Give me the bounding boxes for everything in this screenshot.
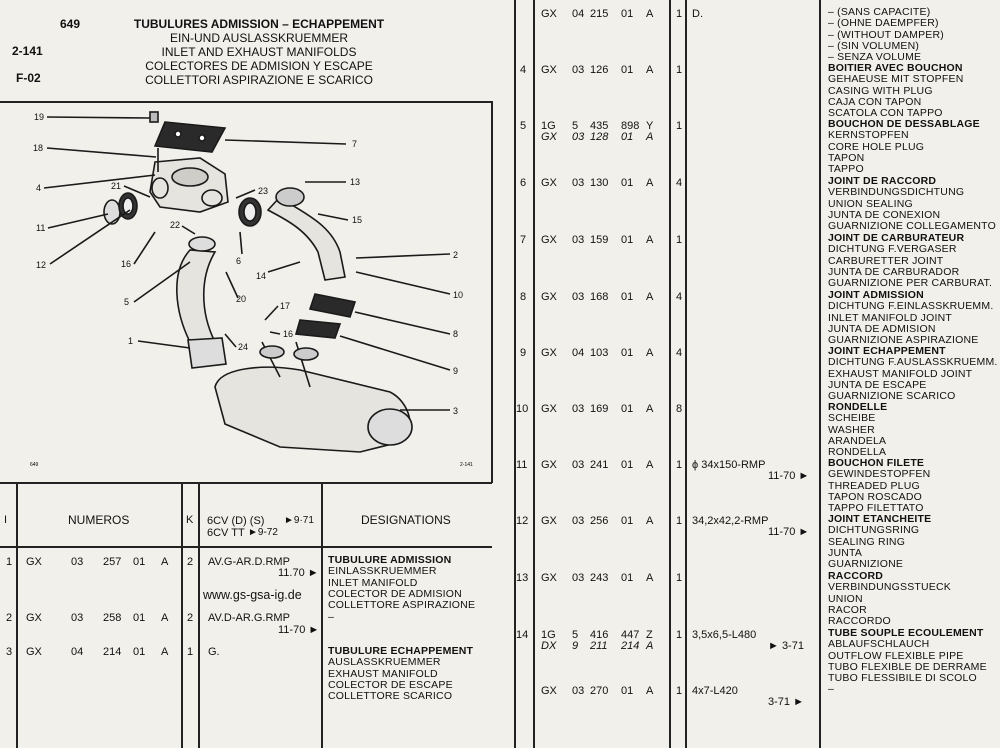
date-note: 11-70 ► bbox=[768, 470, 810, 482]
designation-en: CORE HOLE PLUG bbox=[828, 140, 925, 153]
designation-it: GUARNIZIONE bbox=[828, 558, 904, 571]
designation-it: COLLETTORE SCARICO bbox=[328, 690, 453, 703]
right-col-divider-2 bbox=[669, 0, 671, 748]
designation-en: INLET MANIFOLD JOINT bbox=[828, 311, 952, 324]
part-number: 159 bbox=[590, 234, 609, 246]
designation-de: EINLASSKRUEMMER bbox=[328, 565, 437, 578]
row-index: 9 bbox=[520, 347, 527, 359]
left-table-top-border bbox=[0, 482, 492, 484]
part-variant: 01 bbox=[621, 291, 634, 303]
diagram-small-ref-right: 2-141 bbox=[460, 462, 473, 468]
quantity: 8 bbox=[676, 403, 683, 415]
date-note: 11.70 ► bbox=[278, 567, 319, 579]
quantity: 4 bbox=[676, 347, 683, 359]
designation-es: TUBO FLEXIBLE DE DERRAME bbox=[828, 660, 987, 673]
title-it: COLLETTORI ASPIRAZIONE E SCARICO bbox=[145, 73, 373, 87]
designation bbox=[828, 290, 993, 346]
title-es: COLECTORES DE ADMISION Y ESCAPE bbox=[145, 59, 373, 73]
designation-en: THREADED PLUG bbox=[828, 479, 920, 492]
designation-en: WASHER bbox=[828, 423, 875, 436]
designation-fr: JOINT ADMISSION bbox=[828, 289, 924, 301]
header-col-i: I bbox=[4, 514, 8, 526]
designation-it: RACCORDO bbox=[828, 615, 891, 628]
designation-it: GUARNIZIONE PER CARBURAT. bbox=[828, 277, 993, 290]
designation-fr: – bbox=[328, 611, 335, 623]
part-group-alt: 9 bbox=[572, 640, 579, 652]
diagram-label-22: 22 bbox=[170, 220, 181, 230]
diagram-label-24: 24 bbox=[238, 342, 249, 352]
part-number: 168 bbox=[590, 291, 609, 303]
part-number: 257 bbox=[103, 556, 122, 568]
designation-de: SCHEIBE bbox=[828, 412, 876, 425]
designation-de: KERNSTOPFEN bbox=[828, 129, 909, 142]
designation-de: DICHTUNG F.VERGASER bbox=[828, 243, 957, 256]
part-letter: A bbox=[646, 177, 654, 189]
part-variant: 01 bbox=[621, 515, 634, 527]
row-index: 10 bbox=[516, 403, 529, 415]
designation-es: COLECTOR DE ESCAPE bbox=[328, 678, 453, 691]
designation-de: DICHTUNGSRING bbox=[828, 524, 920, 537]
diagram-label-20: 20 bbox=[236, 294, 247, 304]
row-index: 1 bbox=[6, 556, 13, 568]
row-index: 3 bbox=[6, 646, 13, 658]
header-model-1-note: ►9·71 bbox=[284, 515, 314, 526]
part-letter: A bbox=[646, 685, 654, 697]
designation-it: TUBO FLESSIBILE DI SCOLO bbox=[828, 672, 977, 685]
designation bbox=[828, 628, 987, 684]
part-variant-alt: 01 bbox=[621, 131, 634, 143]
part-prefix-alt: DX bbox=[541, 640, 557, 652]
row-index: 11 bbox=[516, 459, 528, 471]
designation bbox=[828, 346, 998, 402]
designation-en: UNION bbox=[828, 592, 863, 605]
part-number: 270 bbox=[590, 685, 609, 697]
designation-it: GUARNIZIONE SCARICO bbox=[828, 390, 956, 403]
row-index: 7 bbox=[520, 234, 527, 246]
diagram-label-2: 2 bbox=[453, 250, 459, 260]
designation-fr: JOINT ECHAPPEMENT bbox=[828, 345, 946, 357]
designation-es: JUNTA bbox=[828, 546, 863, 559]
designation-en: EXHAUST MANIFOLD bbox=[328, 667, 438, 680]
part-group: 03 bbox=[572, 234, 585, 246]
designation-it: TAPPO FILETTATO bbox=[828, 502, 924, 515]
left-col-divider-4 bbox=[321, 482, 323, 748]
quantity: 1 bbox=[676, 64, 683, 76]
application: AV.G-AR.D.RMP bbox=[208, 556, 290, 568]
designation-es: JUNTA DE CONEXION bbox=[828, 208, 941, 221]
part-group: 5 bbox=[572, 120, 579, 132]
part-group: 03 bbox=[71, 612, 84, 624]
quantity: 1 bbox=[676, 120, 683, 132]
part-number: 416 bbox=[590, 629, 609, 641]
part-prefix: GX bbox=[541, 347, 557, 359]
header-model-2: 6CV TT bbox=[207, 527, 245, 539]
designation-en: – (WITHOUT DAMPER) bbox=[828, 28, 944, 41]
application: D. bbox=[692, 8, 703, 20]
designation-fr: BOUCHON DE DESSABLAGE bbox=[828, 118, 980, 130]
quantity: 4 bbox=[676, 291, 683, 303]
part-prefix: GX bbox=[541, 234, 557, 246]
quantity: 1 bbox=[676, 459, 683, 471]
diagram-label-12: 12 bbox=[36, 260, 47, 270]
part-variant: 01 bbox=[133, 646, 146, 658]
quantity: 1 bbox=[676, 685, 683, 697]
designation-it: RONDELLA bbox=[828, 446, 887, 459]
page-number: 649 bbox=[60, 17, 81, 31]
part-variant: 01 bbox=[133, 556, 146, 568]
diagram-label-15: 15 bbox=[352, 215, 363, 225]
part-variant: 01 bbox=[133, 612, 146, 624]
section-code: 2-141 bbox=[12, 44, 43, 58]
designation-fr: JOINT ETANCHEITE bbox=[828, 513, 932, 525]
part-letter: A bbox=[646, 64, 654, 76]
designation-es: CAJA CON TAPON bbox=[828, 95, 922, 108]
row-index: 14 bbox=[516, 629, 529, 641]
quantity: 1 bbox=[676, 629, 683, 641]
diagram-label-1: 1 bbox=[128, 336, 134, 346]
part-variant: 01 bbox=[621, 459, 634, 471]
part-number: 241 bbox=[590, 459, 609, 471]
diagram-label-21: 21 bbox=[111, 181, 122, 191]
designation bbox=[828, 119, 980, 175]
diagram-small-ref-left: 649 bbox=[30, 462, 39, 468]
application: AV.D-AR.G.RMP bbox=[208, 612, 290, 624]
part-letter: A bbox=[646, 515, 654, 527]
date-note: ► 3-71 bbox=[768, 640, 804, 652]
part-group-alt: 03 bbox=[572, 131, 585, 143]
application: 34,2x42,2-RMP bbox=[692, 515, 769, 527]
part-prefix: GX bbox=[541, 572, 557, 584]
part-variant: 01 bbox=[621, 8, 634, 20]
diagram-label-13: 13 bbox=[350, 177, 361, 187]
part-number: 435 bbox=[590, 120, 609, 132]
part-number: 130 bbox=[590, 177, 609, 189]
part-prefix: GX bbox=[541, 64, 557, 76]
part-prefix-alt: GX bbox=[541, 131, 557, 143]
part-prefix: GX bbox=[541, 515, 557, 527]
designation bbox=[828, 176, 996, 232]
header-model-2-note: ►9-72 bbox=[248, 527, 278, 538]
header-col-k: K bbox=[186, 514, 194, 526]
part-number-alt: 211 bbox=[590, 640, 608, 652]
designation-es: – (SIN VOLUMEN) bbox=[828, 39, 920, 52]
quantity: 2 bbox=[187, 612, 194, 624]
part-variant: 01 bbox=[621, 347, 634, 359]
designation-es: RACOR bbox=[828, 603, 867, 616]
diagram-label-4: 4 bbox=[36, 183, 42, 193]
designation-de: DICHTUNG F.EINLASSKRUEMM. bbox=[828, 300, 994, 313]
application: ϕ 34x150-RMP bbox=[692, 459, 766, 471]
part-number: 256 bbox=[590, 515, 609, 527]
designation-en: INLET MANIFOLD bbox=[328, 576, 418, 589]
designation-de: GEWINDESTOPFEN bbox=[828, 468, 931, 481]
designation-fr: JOINT DE CARBURATEUR bbox=[828, 232, 965, 244]
designation-es: JUNTA DE CARBURADOR bbox=[828, 265, 960, 278]
designation-en: CASING WITH PLUG bbox=[828, 84, 933, 97]
application: G. bbox=[208, 646, 220, 658]
diagram-label-10: 10 bbox=[453, 290, 464, 300]
quantity: 1 bbox=[676, 515, 683, 527]
designation-it: GUARNIZIONE ASPIRAZIONE bbox=[828, 334, 979, 347]
header-col-numeros: NUMEROS bbox=[68, 513, 130, 527]
part-prefix: 1G bbox=[541, 629, 556, 641]
right-col-divider-4 bbox=[819, 0, 821, 748]
part-group: 03 bbox=[572, 459, 585, 471]
designation-fr: JOINT DE RACCORD bbox=[828, 175, 937, 187]
diagram-label-6: 6 bbox=[236, 256, 242, 266]
date-note: 11-70 ► bbox=[768, 526, 810, 538]
diagram-label-9: 9 bbox=[453, 366, 459, 376]
part-group: 03 bbox=[572, 403, 585, 415]
designation-de: GEHAEUSE MIT STOPFEN bbox=[828, 73, 964, 86]
part-group: 03 bbox=[572, 515, 585, 527]
part-variant: 01 bbox=[621, 403, 634, 415]
part-prefix: GX bbox=[26, 556, 42, 568]
diagram-label-18: 18 bbox=[33, 143, 44, 153]
part-variant: 01 bbox=[621, 685, 634, 697]
part-letter: Y bbox=[646, 120, 654, 132]
diagram-label-7: 7 bbox=[352, 139, 358, 149]
header-model-1: 6CV (D) (S) bbox=[207, 515, 265, 527]
designation-fr: RONDELLE bbox=[828, 401, 888, 413]
designation-fr: – (SANS CAPACITE) bbox=[828, 6, 931, 18]
designation-de: DICHTUNG F.AUSLASSKRUEMM. bbox=[828, 356, 998, 369]
part-prefix: 1G bbox=[541, 120, 556, 132]
part-letter: Z bbox=[646, 629, 653, 641]
part-prefix: GX bbox=[541, 177, 557, 189]
right-col-divider-1 bbox=[533, 0, 535, 748]
part-variant: 01 bbox=[621, 177, 634, 189]
part-prefix: GX bbox=[541, 685, 557, 697]
part-group: 04 bbox=[572, 347, 585, 359]
part-number: 258 bbox=[103, 612, 122, 624]
designation-it: GUARNIZIONE COLLEGAMENTO bbox=[828, 220, 996, 233]
part-number: 243 bbox=[590, 572, 609, 584]
part-prefix: GX bbox=[541, 8, 557, 20]
date-note: 3-71 ► bbox=[768, 696, 804, 708]
diagram-label-16: 16 bbox=[121, 259, 132, 269]
row-index: 12 bbox=[516, 515, 529, 527]
part-group: 04 bbox=[71, 646, 84, 658]
part-letter: A bbox=[646, 459, 654, 471]
designation-it: COLLETTORE ASPIRAZIONE bbox=[328, 599, 476, 612]
part-letter: A bbox=[646, 347, 654, 359]
part-letter: A bbox=[161, 646, 169, 658]
part-prefix: GX bbox=[26, 612, 42, 624]
title-de: EIN-UND AUSLASSKRUEMMER bbox=[169, 31, 349, 45]
diagram-label-8: 8 bbox=[453, 329, 459, 339]
designation-de: VERBINDUNGSSTUECK bbox=[828, 581, 952, 594]
part-group: 04 bbox=[572, 8, 585, 20]
designation bbox=[828, 514, 931, 570]
part-group: 03 bbox=[572, 685, 585, 697]
diagram-label-11: 11 bbox=[36, 223, 46, 233]
part-letter: A bbox=[646, 403, 654, 415]
diagram-label-17: 17 bbox=[280, 301, 291, 311]
designation bbox=[828, 233, 992, 289]
part-group: 03 bbox=[572, 291, 585, 303]
designation bbox=[328, 612, 334, 623]
part-letter: A bbox=[646, 234, 654, 246]
quantity: 1 bbox=[676, 234, 683, 246]
row-index: 2 bbox=[6, 612, 13, 624]
part-number: 169 bbox=[590, 403, 609, 415]
part-letter-alt: A bbox=[646, 131, 654, 143]
diagram-label-23: 23 bbox=[258, 186, 269, 196]
part-prefix: GX bbox=[26, 646, 42, 658]
part-letter: A bbox=[161, 612, 169, 624]
designation-fr: TUBULURE ADMISSION bbox=[328, 554, 452, 566]
part-prefix: GX bbox=[541, 459, 557, 471]
page-title-block bbox=[128, 17, 390, 87]
designation-fr: BOUCHON FILETE bbox=[828, 457, 925, 469]
title-fr: TUBULURES ADMISSION – ECHAPPEMENT bbox=[133, 17, 385, 31]
part-prefix: GX bbox=[541, 291, 557, 303]
part-group: 03 bbox=[71, 556, 84, 568]
diagram-label-3: 3 bbox=[453, 406, 459, 416]
date-note: 11-70 ► bbox=[278, 624, 320, 636]
row-index: 5 bbox=[520, 120, 527, 132]
designation-de: – (OHNE DAEMPFER) bbox=[828, 17, 939, 30]
part-letter: A bbox=[161, 556, 169, 568]
designation-de: ABLAUFSCHLAUCH bbox=[828, 638, 930, 651]
designation-en: SEALING RING bbox=[828, 535, 906, 548]
part-variant: 898 bbox=[621, 120, 640, 132]
designation-de: VERBINDUNGSDICHTUNG bbox=[828, 186, 965, 199]
designation-it: TAPPO bbox=[828, 163, 864, 176]
designation bbox=[828, 684, 834, 695]
part-number-alt: 128 bbox=[590, 131, 609, 143]
row-index: 4 bbox=[520, 64, 527, 76]
part-group: 03 bbox=[572, 64, 585, 76]
right-col-divider-3 bbox=[685, 0, 687, 748]
designation-es: TAPON ROSCADO bbox=[828, 490, 922, 503]
left-col-divider-3 bbox=[198, 482, 200, 748]
part-variant: 01 bbox=[621, 64, 634, 76]
row-index: 13 bbox=[516, 572, 529, 584]
quantity: 1 bbox=[676, 572, 683, 584]
diagram-label-14: 14 bbox=[256, 271, 267, 281]
title-en: INLET AND EXHAUST MANIFOLDS bbox=[161, 45, 357, 59]
diagram-label-19: 19 bbox=[34, 112, 45, 122]
part-letter-alt: A bbox=[646, 640, 654, 652]
website-watermark: www.gs-gsa-ig.de bbox=[203, 588, 302, 602]
row-index: 8 bbox=[520, 291, 527, 303]
quantity: 1 bbox=[676, 8, 683, 20]
part-letter: A bbox=[646, 8, 654, 20]
designation-fr: RACCORD bbox=[828, 570, 884, 582]
part-variant: 01 bbox=[621, 234, 634, 246]
part-variant: 01 bbox=[621, 572, 634, 584]
designation-es: JUNTA DE ESCAPE bbox=[828, 378, 927, 391]
part-group: 03 bbox=[572, 572, 585, 584]
part-number: 126 bbox=[590, 64, 609, 76]
designation-en: OUTFLOW FLEXIBLE PIPE bbox=[828, 649, 964, 662]
application: 3,5x6,5-L480 bbox=[692, 629, 757, 641]
designation-es: TAPON bbox=[828, 151, 865, 164]
designation-es: COLECTOR DE ADMISION bbox=[328, 587, 462, 600]
designation-fr: TUBE SOUPLE ECOULEMENT bbox=[828, 627, 984, 639]
left-col-divider-2 bbox=[181, 482, 183, 748]
designation-de: AUSLASSKRUEMMER bbox=[328, 656, 441, 669]
designation-en: EXHAUST MANIFOLD JOINT bbox=[828, 367, 973, 380]
part-group: 5 bbox=[572, 629, 579, 641]
designation-en: UNION SEALING bbox=[828, 197, 913, 210]
designation-es: JUNTA DE ADMISION bbox=[828, 322, 936, 335]
row-index: 6 bbox=[520, 177, 527, 189]
part-group: 03 bbox=[572, 177, 585, 189]
designation-fr: TUBULURE ECHAPPEMENT bbox=[328, 645, 474, 657]
part-variant: 447 bbox=[621, 629, 640, 641]
designation-fr: BOITIER AVEC BOUCHON bbox=[828, 62, 963, 74]
diagram-right-border bbox=[491, 101, 493, 483]
designation bbox=[828, 63, 963, 119]
designation bbox=[328, 646, 473, 702]
left-table-header-border bbox=[0, 546, 492, 548]
part-letter: A bbox=[646, 291, 654, 303]
designation bbox=[828, 571, 951, 627]
quantity: 4 bbox=[676, 177, 683, 189]
designation bbox=[828, 7, 944, 63]
designation-fr: – bbox=[828, 683, 835, 695]
diagram-label-16b: 16 bbox=[283, 329, 294, 339]
figure-code: F-02 bbox=[16, 71, 41, 85]
designation bbox=[828, 402, 887, 458]
application: 4x7-L420 bbox=[692, 685, 738, 697]
header-col-designations: DESIGNATIONS bbox=[361, 513, 451, 527]
part-variant-alt: 214 bbox=[621, 640, 640, 652]
part-letter: A bbox=[646, 572, 654, 584]
quantity: 2 bbox=[187, 556, 194, 568]
exploded-parts-diagram bbox=[0, 102, 490, 482]
left-col-divider-1 bbox=[16, 482, 18, 748]
designation bbox=[828, 458, 930, 514]
designation-it: SCATOLA CON TAPPO bbox=[828, 107, 943, 120]
designation-it: – SENZA VOLUME bbox=[828, 51, 922, 64]
part-number: 103 bbox=[590, 347, 609, 359]
designation-en: CARBURETTER JOINT bbox=[828, 254, 944, 267]
part-prefix: GX bbox=[541, 403, 557, 415]
part-number: 214 bbox=[103, 646, 122, 658]
diagram-label-5: 5 bbox=[124, 297, 130, 307]
quantity: 1 bbox=[187, 646, 194, 658]
part-number: 215 bbox=[590, 8, 609, 20]
designation-es: ARANDELA bbox=[828, 434, 887, 447]
designation bbox=[328, 555, 475, 611]
